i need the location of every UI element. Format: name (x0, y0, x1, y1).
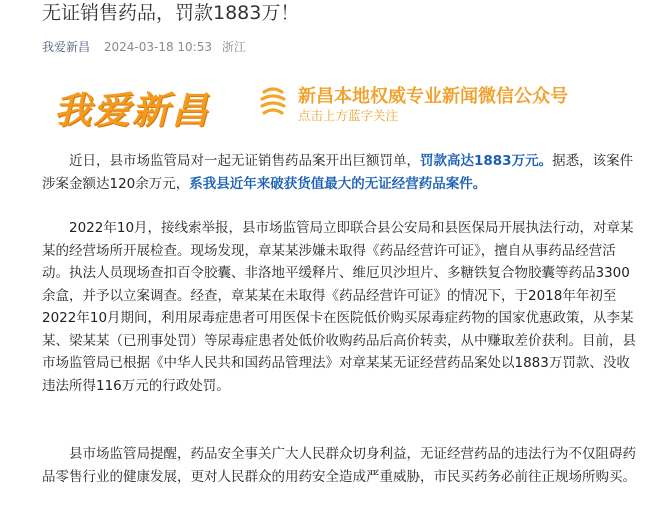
paragraph-2: 2022年10月，接线索举报，县市场监管局立即联合县公安局和县医保局开展执法行动，对章某某的经营场所开展检查。现场发现，章某某涉嫌未取得《药品经营许可证》，擅自从事药品经营活动。执法人员现场查扣百令胶囊、非洛地平缓释片、维厄贝沙坦片、多糖铁复合物胶囊等药品3300余盒，并予以立案调查。经查，章某某在未取得《药品经营许可证》的情况下，于2018年年初至2022年10月期间，利用尿毒症患者可用医保卡在医院低价购买尿毒症药物的国家优惠政策，从李某某、梁某某（已刑事处罚）等尿毒症患者处低价收购药品后高价转卖，从中赚取差价获利。目前，县市场监管局已根据《中华人民共和国药品管理法》对章某某无证经营药品案处以1883万罚款、没收违法所得116万元的行政处罚。 (42, 220, 636, 394)
p1-text-a: 近日，县市场监管局对一起无证销售药品案开出巨额罚单， (69, 153, 420, 169)
p1-highlight-case: 系我县近年来破获货值最大的无证经营药品案件。 (189, 175, 487, 192)
account-logo-text: 我爱新昌 (54, 89, 210, 132)
banner-subslogan: 点击上方蓝字关注 (298, 108, 399, 123)
waves-icon (258, 84, 288, 120)
paragraph-1 (42, 150, 642, 195)
publish-location: 浙江 (221, 40, 246, 54)
article-meta (42, 38, 246, 55)
paragraph-3: 县市场监管局提醒，药品安全事关广大人民群众切身利益，无证经营药品的违法行为不仅阻碍药品零售行业的健康发展，更对人民群众的用药安全造成严重威胁，市民买药务必前往正规场所购买。 (42, 446, 636, 485)
article-title: 无证销售药品，罚款1883万！ (42, 2, 300, 24)
p1-highlight-fine: 罚款高达1883万元。 (420, 153, 553, 169)
account-banner[interactable] (40, 76, 640, 132)
banner-slogan: 新昌本地权威专业新闻微信公众号 (298, 86, 568, 107)
account-name-link[interactable]: 我爱新昌 (42, 40, 91, 54)
p1-text-c: 据悉，该案件涉案金额达120余万元， (42, 153, 634, 192)
publish-date: 2024-03-18 10:53 (103, 40, 212, 54)
